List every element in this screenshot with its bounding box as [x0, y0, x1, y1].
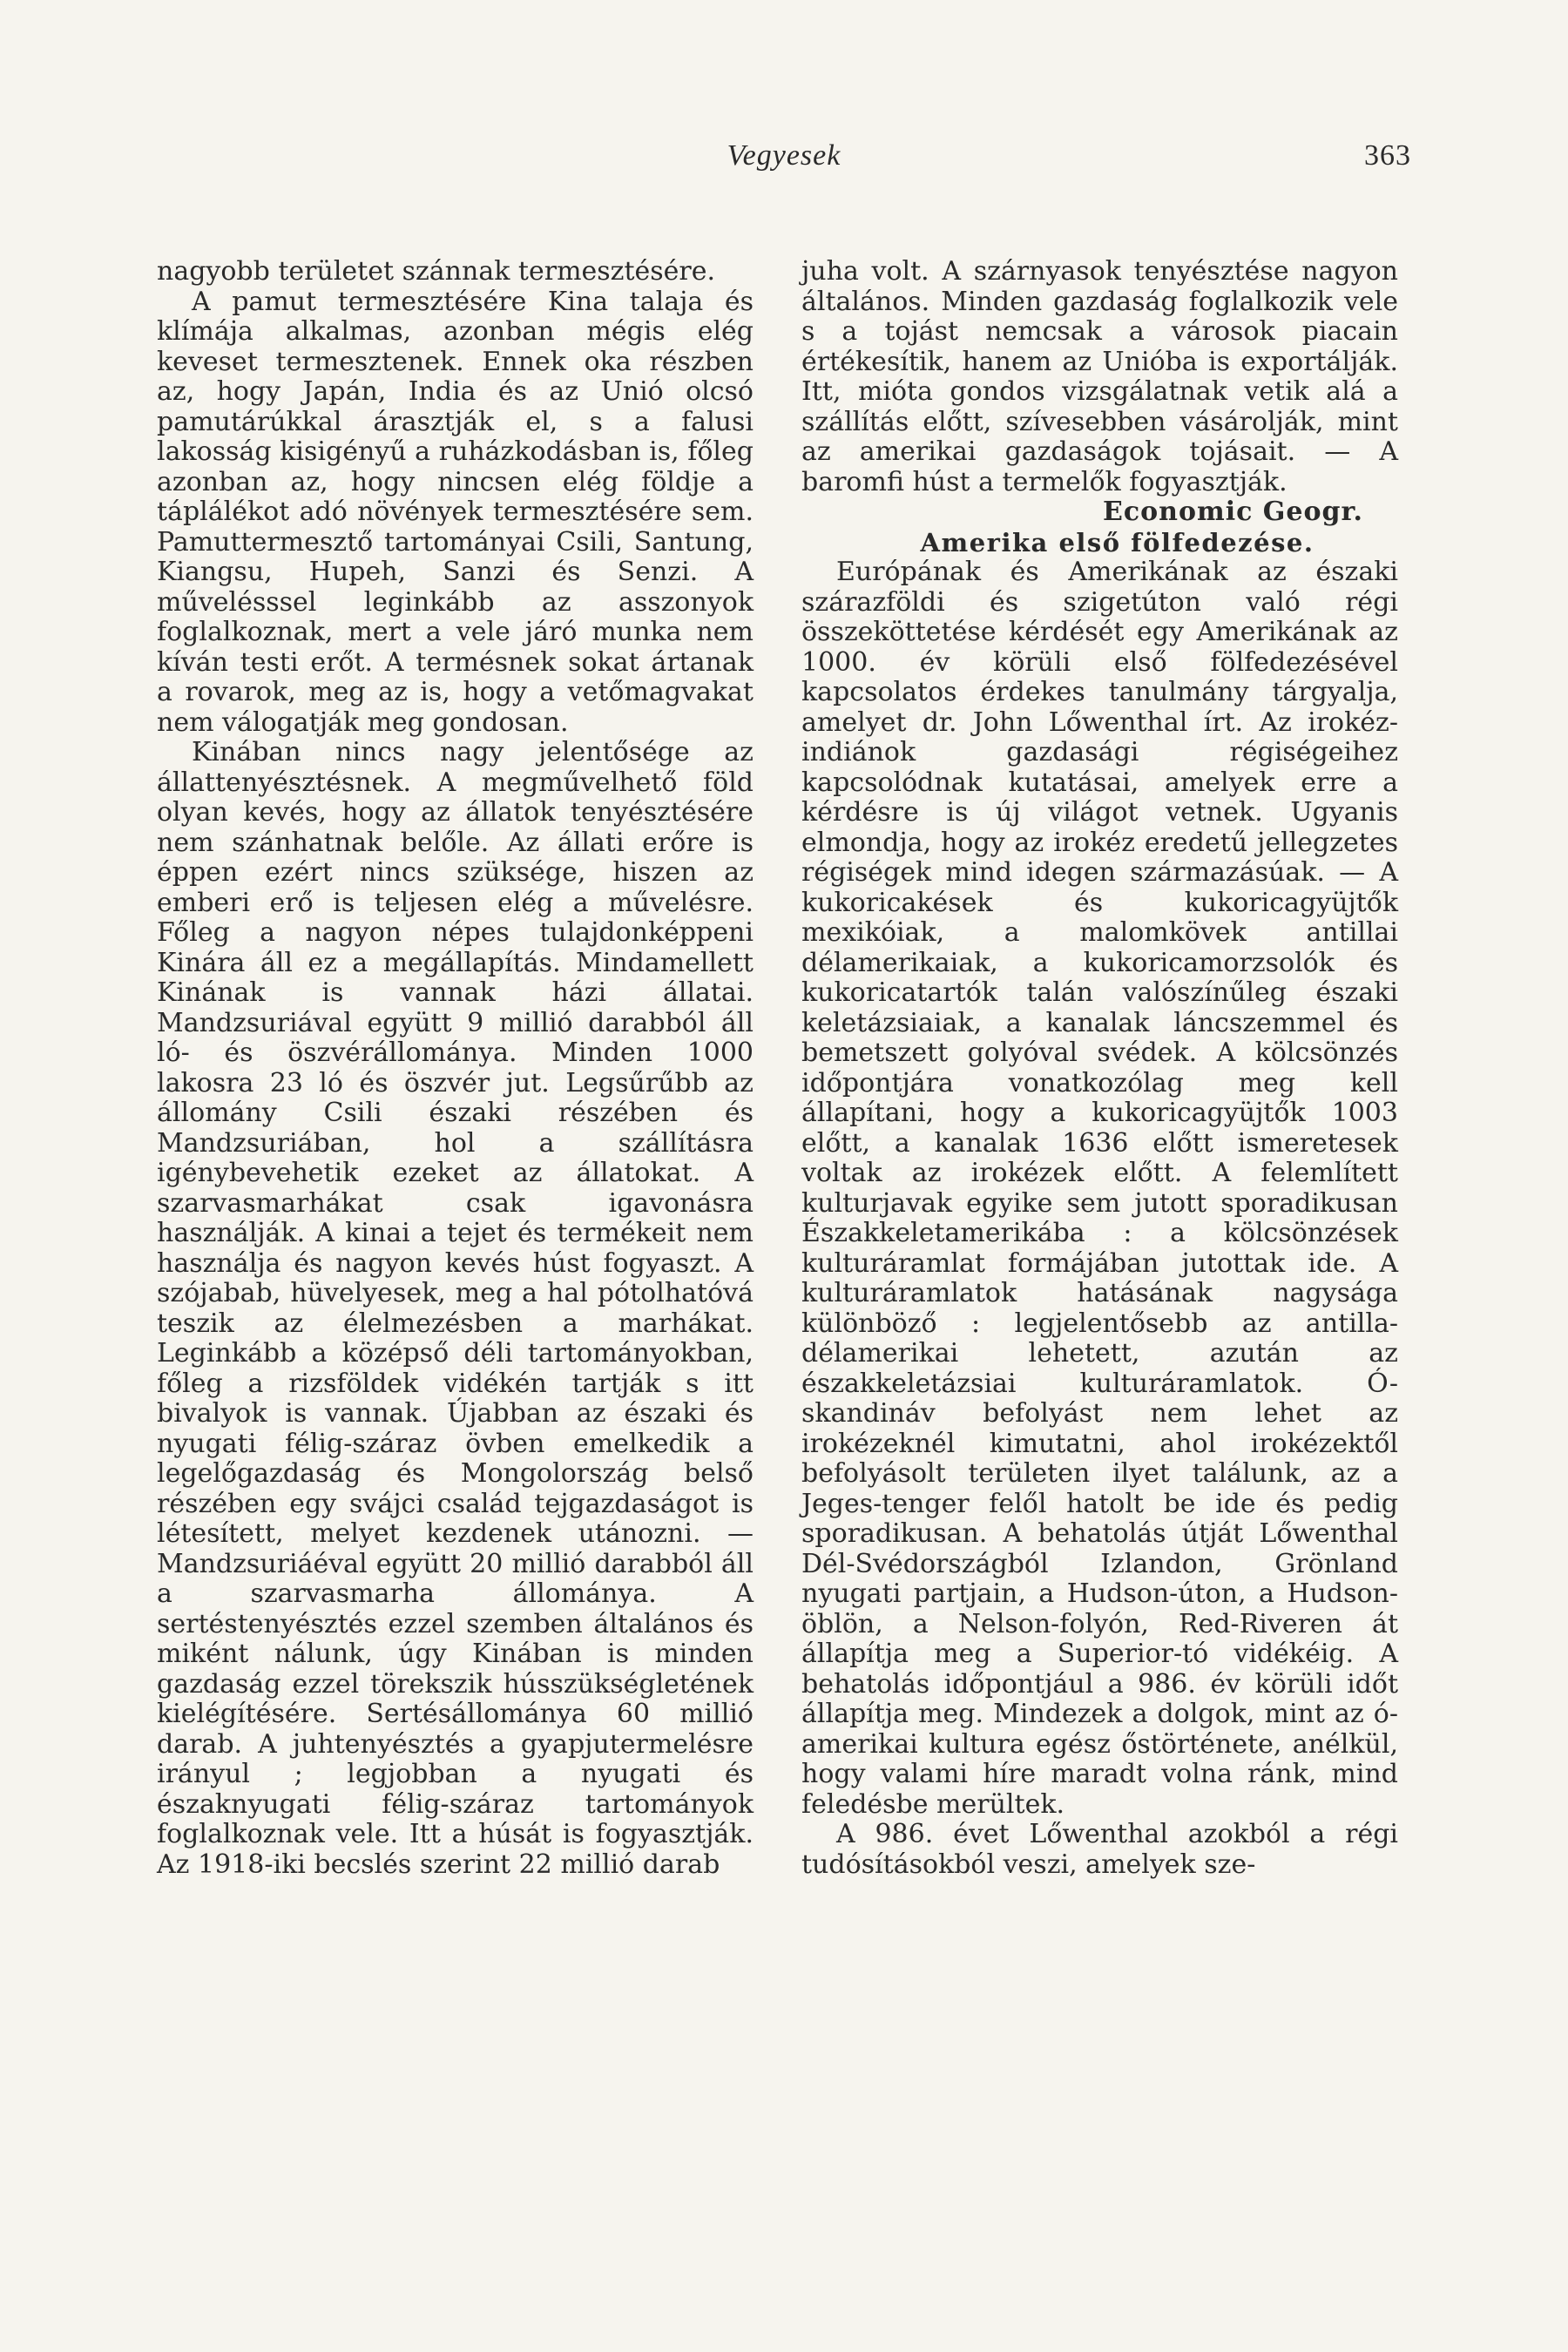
- running-title: Vegyesek: [727, 139, 841, 172]
- left-paragraph-2: A pamut termesztésére Kina talaja és klímája alkalmas, azonban mégis elég keveset termesztenek. Ennek oka részben az, hogy Japán, India és az Unió olcsó pamutárúkkal árasztják el, s a falusi lakosság kisigényű a ruházkodásban is, főleg azonban az, hogy nincsen elég földje a táplálékot adó növények termesztésére sem. Pamuttermesztő tartományai Csili, Santung, Kiangsu, Hupeh, Sanzi és Senzi. A művelésssel leginkább az asszonyok foglalkoznak, mert a vele járó munka nem kíván testi erőt. A termésnek sokat ártanak a rovarok, meg az is, hogy a vetőmagvakat nem válogatják meg gondosan.: [157, 286, 754, 738]
- page-number: 363: [1364, 139, 1411, 172]
- section-title: Amerika első fölfedezése.: [920, 527, 1315, 558]
- right-paragraph-2: Európának és Amerikának az északi szárazföldi és szigetúton való régi összeköttetése kérdését egy Amerikának az 1000. év körüli első fölfedezésével kapcsolatos érdekes tanulmány tárgyalja, amelyet dr. John Lőwenthal írt. Az irokéz-indiánok gazdasági régiségeihez kapcsolódnak kutatásai, amelyek erre a kérdésre is új világot vetnek. Ugyanis elmondja, hogy az irokéz eredetű jellegzetes régiségek mind idegen származásúak. — A kukoricakések és kukoricagyüjtők mexikóiak, a malomkövek antillai délamerikaiak, a kukoricamorzsolók és kukoricatartók talán valószínűleg északi keletázsiaiak, a kanalak láncszemmel és bemetszett golyóval svédek. A kölcsönzés időpontjára vonatkozólag meg kell állapítani, hogy a kukoricagyüjtők 1003 előtt, a kanalak 1636 előtt ismeretesek voltak az irokézek előtt. A felemlített kulturjavak egyike sem jutott sporadikusan Északkeletamerikába : a kölcsönzések kulturáramlat formájában jutottak ide. A kulturáramlatok hatásának nagysága különböző : legjelentősebb az antilla-délamerikai lehetett, azután az északkeletázsiai kulturáramlatok. Ó-skandináv befolyást nem lehet az irokézeknél kimutatni, ahol irokézektől befolyásolt területen ilyet találunk, az a Jeges-tenger felől hatolt be ide és pedig sporadikusan. A behatolás útját Lőwenthal Dél-Svédországból Izlandon, Grönland nyugati partjain, a Hudson-úton, a Hudson-öblön, a Nelson-folyón, Red-Riveren át állapítja meg a Superior-tó vidékéig. A behatolás időpontjául a 986. év körüli időt állapítja meg. Mindezek a dolgok, mint az ó-amerikai kultura egész őstörténete, anélkül, hogy valami híre maradt volna ránk, mind feledésbe merültek.: [801, 557, 1398, 1820]
- left-paragraph-1: nagyobb területet szánnak termesztésére.: [157, 256, 716, 287]
- source-signature: Economic Geogr.: [1102, 497, 1363, 527]
- right-column: [801, 257, 1398, 1880]
- left-column: [157, 257, 754, 1880]
- left-paragraph-3: Kinában nincs nagy jelentősége az állattenyésztésnek. A megművelhető föld olyan kevés, hogy az állatok tenyésztésére nem szánhatnak belőle. Az állati erőre is éppen ezért nincs szüksége, hiszen az emberi erő is teljesen elég a művelésre. Főleg a nagyon népes tulajdonképpeni Kinára áll ez a megállapítás. Mindamellett Kinának is vannak házi állatai. Mandzsuriával együtt 9 millió darabból áll ló- és öszvérállománya. Minden 1000 lakosra 23 ló és öszvér jut. Legsűrűbb az állomány Csili északi részében és Mandzsuriában, hol a szállításra igénybevehetik ezeket az állatokat. A szarvasmarhákat csak igavonásra használják. A kinai a tejet és termékeit nem használja és nagyon kevés húst fogyaszt. A szójabab, hüvelyesek, meg a hal pótolhatóvá teszik az élelmezésben a marhákat. Leginkább a középső déli tartományokban, főleg a rizsföldek vidékén tartják s itt bivalyok is vannak. Újabban az északi és nyugati félig-száraz övben emelkedik a legelőgazdaság és Mongolország belső részében egy svájci család tejgazdaságot is létesített, melyet kezdenek utánozni. — Mandzsuriáéval együtt 20 millió darabból áll a szarvasmarha állománya. A sertéstenyésztés ezzel szemben általános és miként nálunk, úgy Kinában is minden gazdaság ezzel törekszik hússzükségletének kielégítésére. Sertésállománya 60 millió darab. A juhtenyésztés a gyapjutermelésre irányul ; legjobban a nyugati és északnyugati félig-száraz tartományok foglalkoznak vele. Itt a húsát is fogyasztják. Az 1918-iki becslés szerint 22 millió darab: [157, 737, 754, 1880]
- running-head: [157, 139, 1411, 178]
- right-paragraph-1: juha volt. A szárnyasok tenyésztése nagyon általános. Minden gazdaság foglalkozik vele s a tojást nemcsak a városok piacain értékesítik, hanem az Unióba is exportálják. Itt, mióta gondos vizsgálatnak vetik alá a szállítás előtt, szívesebben vásárolják, mint az amerikai gazdaságok tojásait. — A baromfi húst a termelők fogyasztják.: [801, 256, 1398, 497]
- right-paragraph-3: A 986. évet Lőwenthal azokból a régi tudósításokból veszi, amelyek sze-: [801, 1819, 1398, 1880]
